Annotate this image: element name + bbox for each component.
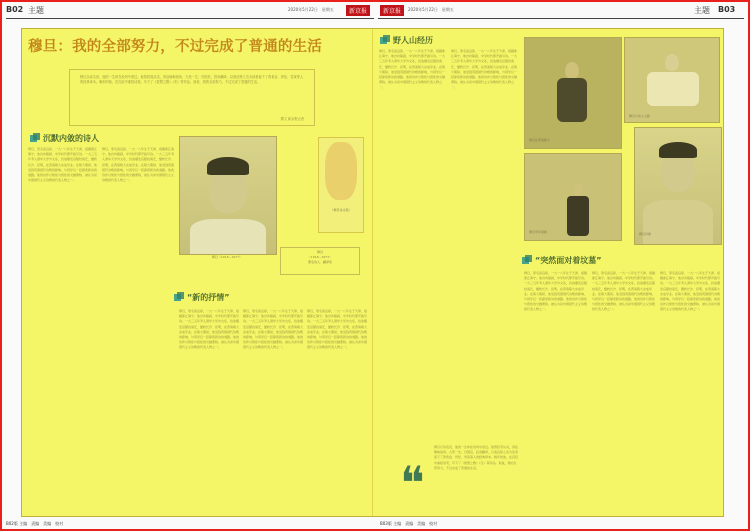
pull-quote-text: 穆旦以诗名世，他的一生却在坎坷中度过。他曾投笔从戎，奔赴缅甸战场，九死一生；归国后，投身翻译，以查良铮之名为读者留下了普希金、拜伦、雪莱等人的经典译本。晚年的他，在沉寂中重拾诗笔，写下了《智慧之歌》《冬》等作品。他说，我的全部努力，不过完成了普通的生活。 xyxy=(434,445,518,470)
section-square-icon xyxy=(380,35,390,45)
book-cover-image xyxy=(318,137,364,233)
footer-right: B03版 主编 责编 美编 校对 xyxy=(380,521,438,526)
text-column: 穆旦，原名查良铮，一九一八年生于天津，祖籍浙江海宁。他自幼聪颖，中学时代即开始写诗。一九三五年考入清华大学外文系，抗战爆发后随校南迁，辗转长沙、昆明，在西南联大完成学业。在联大期间，他受到英国现代诗歌的影响，与同学们一起探索新诗的道路。他的诗作以智性与感性的交融著称，被认为是中国现代主义诗歌的代表人物之一。 xyxy=(379,49,446,90)
section-heading-1: 沉默内敛的诗人 xyxy=(43,134,99,143)
newspaper-logo-left: 新京报 xyxy=(346,5,370,16)
portrait-label xyxy=(280,247,360,275)
header-rule-right xyxy=(378,18,744,19)
text-column: 穆旦，原名查良铮，一九一八年生于天津，祖籍浙江海宁。他自幼聪颖，中学时代即开始写诗。一九三五年考入清华大学外文系，抗战爆发后随校南迁，辗转长沙、昆明，在西南联大完成学业。在联大期间，他受到英国现代诗歌的影响，与同学们一起探索新诗的道路。他的诗作以智性与感性的交融著称，被认为是中国现代主义诗歌的代表人物之一。 xyxy=(451,49,518,90)
text-column: 穆旦，原名查良铮，一九一八年生于天津，祖籍浙江海宁。他自幼聪颖，中学时代即开始写诗。一九三五年考入清华大学外文系，抗战爆发后随校南迁，辗转长沙、昆明，在西南联大完成学业。在联大期间，他受到英国现代诗歌的影响，与同学们一起探索新诗的道路。他的诗作以智性与感性的交融著称，被认为是中国现代主义诗歌的代表人物之一。 xyxy=(243,309,303,350)
quote-mark-icon: ❝ xyxy=(400,456,425,510)
photo-caption-c: 穆旦早年留影 xyxy=(529,230,548,234)
intro-text: 穆旦以诗名世，他的一生却在坎坷中度过。他曾投笔从戎，奔赴缅甸战场，九死一生；归国后，投身翻译，以查良铮之名为读者留下了普希金、拜伦、雪莱等人的经典译本。晚年的他，在沉寂中重拾诗笔，写下了《智慧之歌》《冬》等作品。他说，我的全部努力，不过完成了普通的生活。 xyxy=(80,75,304,85)
intro-credit: 撰文 新京报记者 xyxy=(280,116,304,121)
section-heading-3: 野人山经历 xyxy=(393,36,433,45)
photo-caption-b: 穆旦与家人合影 xyxy=(629,114,651,118)
text-column: 穆旦，原名查良铮，一九一八年生于天津，祖籍浙江海宁。他自幼聪颖，中学时代即开始写诗。一九三五年考入清华大学外文系，抗战爆发后随校南迁，辗转长沙、昆明，在西南联大完成学业。在联大期间，他受到英国现代诗歌的影响，与同学们一起探索新诗的道路。他的诗作以智性与感性的交融著称，被认为是中国现代主义诗歌的代表人物之一。 xyxy=(28,147,98,183)
newspaper-logo-right: 新京报 xyxy=(380,5,404,16)
photo-sitting-outdoor xyxy=(524,37,622,149)
book-caption: 《穆旦诗文集》 xyxy=(330,208,352,212)
header-left xyxy=(6,2,374,18)
portrait-caption: 穆旦（1918—1977） xyxy=(211,255,243,259)
section-heading-2: “新的抒情” xyxy=(187,293,230,302)
header-rule-left xyxy=(6,18,374,19)
page-number-right: B03 xyxy=(718,5,736,14)
issue-date-left: 2020年5月22日 星期五 xyxy=(288,7,334,12)
photo-portrait-smiling xyxy=(634,127,722,245)
page-number-left: B02 xyxy=(6,5,24,14)
text-column: 穆旦，原名查良铮，一九一八年生于天津，祖籍浙江海宁。他自幼聪颖，中学时代即开始写诗。一九三五年考入清华大学外文系，抗战爆发后随校南迁，辗转长沙、昆明，在西南联大完成学业。在联大期间，他受到英国现代诗歌的影响，与同学们一起探索新诗的道路。他的诗作以智性与感性的交融著称，被认为是中国现代主义诗歌的代表人物之一。 xyxy=(524,271,588,312)
section-name-right: 主题 xyxy=(694,6,710,15)
text-column: 穆旦，原名查良铮，一九一八年生于天津，祖籍浙江海宁。他自幼聪颖，中学时代即开始写诗。一九三五年考入清华大学外文系，抗战爆发后随校南迁，辗转长沙、昆明，在西南联大完成学业。在联大期间，他受到英国现代诗歌的影响，与同学们一起探索新诗的道路。他的诗作以智性与感性的交融著称，被认为是中国现代主义诗歌的代表人物之一。 xyxy=(102,147,174,183)
text-column: 穆旦，原名查良铮，一九一八年生于天津，祖籍浙江海宁。他自幼聪颖，中学时代即开始写诗。一九三五年考入清华大学外文系，抗战爆发后随校南迁，辗转长沙、昆明，在西南联大完成学业。在联大期间，他受到英国现代诗歌的影响，与同学们一起探索新诗的道路。他的诗作以智性与感性的交融著称，被认为是中国现代主义诗歌的代表人物之一。 xyxy=(307,309,367,350)
portrait-label-years: （1918—1977） xyxy=(307,255,333,259)
portrait-label-role: 著名诗人、翻译家 xyxy=(307,260,332,264)
photo-caption-a: 穆旦在西南联大 xyxy=(529,138,551,142)
article-spread xyxy=(21,28,724,517)
header-right xyxy=(378,2,744,18)
article-title: 穆旦：我的全部努力，不过完成了普通的生活 xyxy=(28,38,322,55)
photo-caption-d: 穆旦肖像 xyxy=(639,232,652,236)
portrait-photo xyxy=(179,136,277,255)
section-name-left: 主题 xyxy=(28,6,44,15)
issue-date-right: 2020年5月22日 星期五 xyxy=(408,7,454,12)
page-gutter xyxy=(372,29,373,516)
footer-left: B02版 主编 责编 美编 校对 xyxy=(6,521,64,526)
section-square-icon xyxy=(522,255,532,265)
text-column: 穆旦，原名查良铮，一九一八年生于天津，祖籍浙江海宁。他自幼聪颖，中学时代即开始写诗。一九三五年考入清华大学外文系，抗战爆发后随校南迁，辗转长沙、昆明，在西南联大完成学业。在联大期间，他受到英国现代诗歌的影响，与同学们一起探索新诗的道路。他的诗作以智性与感性的交融著称，被认为是中国现代主义诗歌的代表人物之一。 xyxy=(592,271,656,312)
section-square-icon xyxy=(30,133,40,143)
portrait-label-name: 穆旦 xyxy=(316,250,323,254)
text-column: 穆旦，原名查良铮，一九一八年生于天津，祖籍浙江海宁。他自幼聪颖，中学时代即开始写诗。一九三五年考入清华大学外文系，抗战爆发后随校南迁，辗转长沙、昆明，在西南联大完成学业。在联大期间，他受到英国现代诗歌的影响，与同学们一起探索新诗的道路。他的诗作以智性与感性的交融著称，被认为是中国现代主义诗歌的代表人物之一。 xyxy=(179,309,239,350)
photo-reading xyxy=(624,37,720,123)
section-heading-4: “突然面对着坟墓” xyxy=(535,256,602,265)
text-column: 穆旦，原名查良铮，一九一八年生于天津，祖籍浙江海宁。他自幼聪颖，中学时代即开始写诗。一九三五年考入清华大学外文系，抗战爆发后随校南迁，辗转长沙、昆明，在西南联大完成学业。在联大期间，他受到英国现代诗歌的影响，与同学们一起探索新诗的道路。他的诗作以智性与感性的交融著称，被认为是中国现代主义诗歌的代表人物之一。 xyxy=(660,271,720,312)
photo-standing-park xyxy=(524,153,622,241)
article-intro xyxy=(69,69,315,126)
section-square-icon xyxy=(174,292,184,302)
